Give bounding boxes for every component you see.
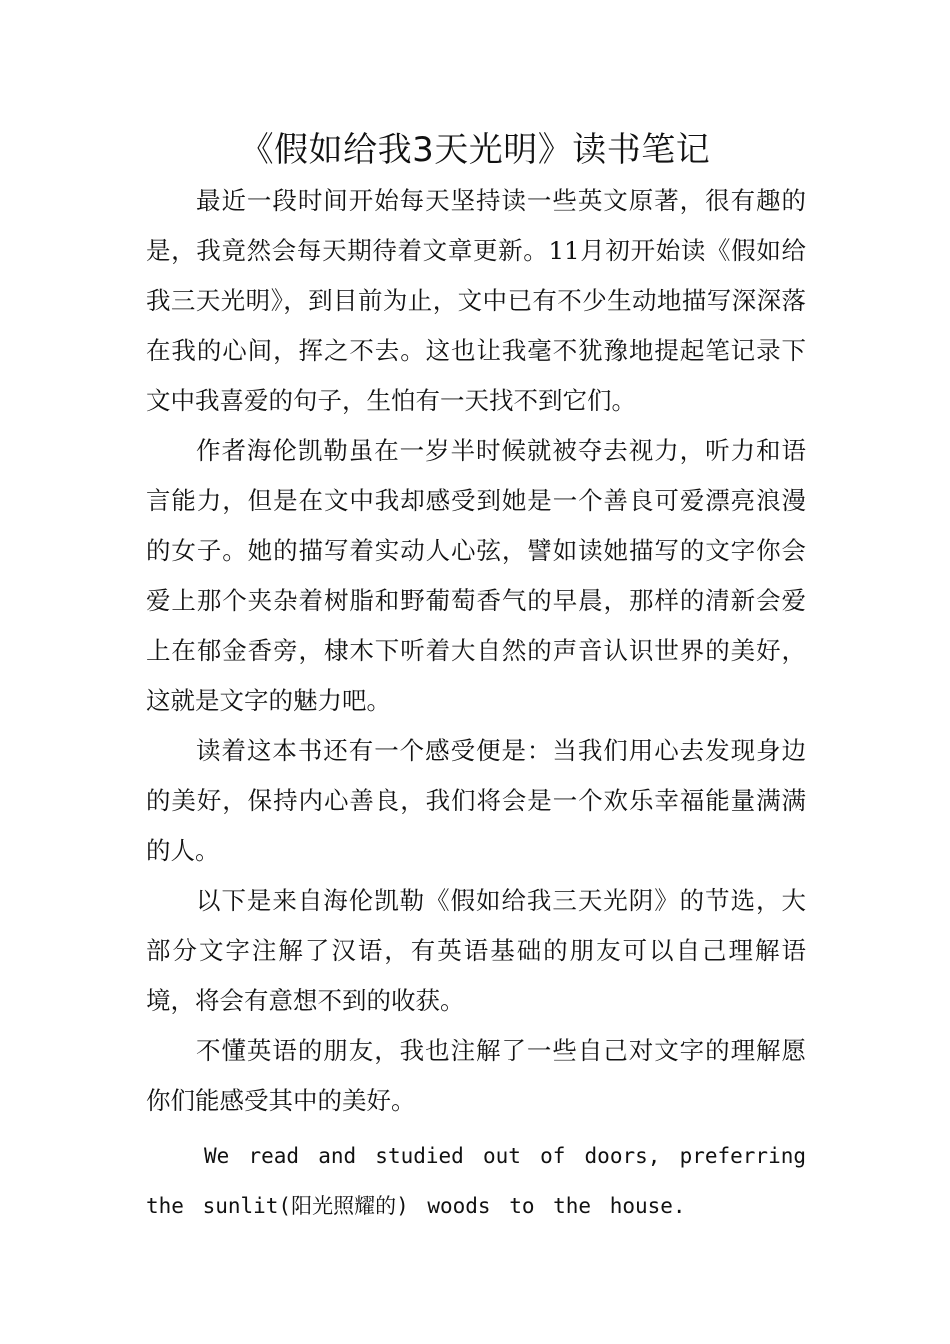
paragraph-english-quote: We read and studied out of doors, preferring the sunlit(阳光照耀的) woods to the house. — [146, 1144, 806, 1218]
paragraph-intro: 最近一段时间开始每天坚持读一些英文原著，很有趣的是，我竟然会每天期待着文章更新。11月初开始读《假如给我三天光明》，到目前为止，文中已有不少生动地描写深深落在我的心间，挥之不去。这也让我毫不犹豫地提起笔记录下文中我喜爱的句子，生怕有一天找不到它们。 — [146, 186, 806, 415]
paragraph-excerpt-note: 以下是来自海伦凯勒《假如给我三天光阴》的节选，大部分文字注解了汉语，有英语基础的朋友可以自己理解语境，将会有意想不到的收获。 — [146, 886, 806, 1015]
document-body — [146, 176, 806, 1231]
document-title: 《假如给我3天光明》读书笔记 — [239, 130, 711, 170]
paragraph-feeling: 读着这本书还有一个感受便是：当我们用心去发现身边的美好，保持内心善良，我们将会是一个欢乐幸福能量满满的人。 — [146, 736, 806, 865]
paragraph-author: 作者海伦凯勒虽在一岁半时候就被夺去视力，听力和语言能力，但是在文中我却感受到她是一个善良可爱漂亮浪漫的女子。她的描写着实动人心弦，譬如读她描写的文字你会爱上那个夹杂着树脂和野葡萄香气的早晨，那样的清新会爱上在郁金香旁，棣木下听着大自然的声音认识世界的美好，这就是文字的魅力吧。 — [146, 436, 806, 715]
paragraph-translation-note: 不懂英语的朋友，我也注解了一些自己对文字的理解愿你们能感受其中的美好。 — [146, 1036, 806, 1115]
